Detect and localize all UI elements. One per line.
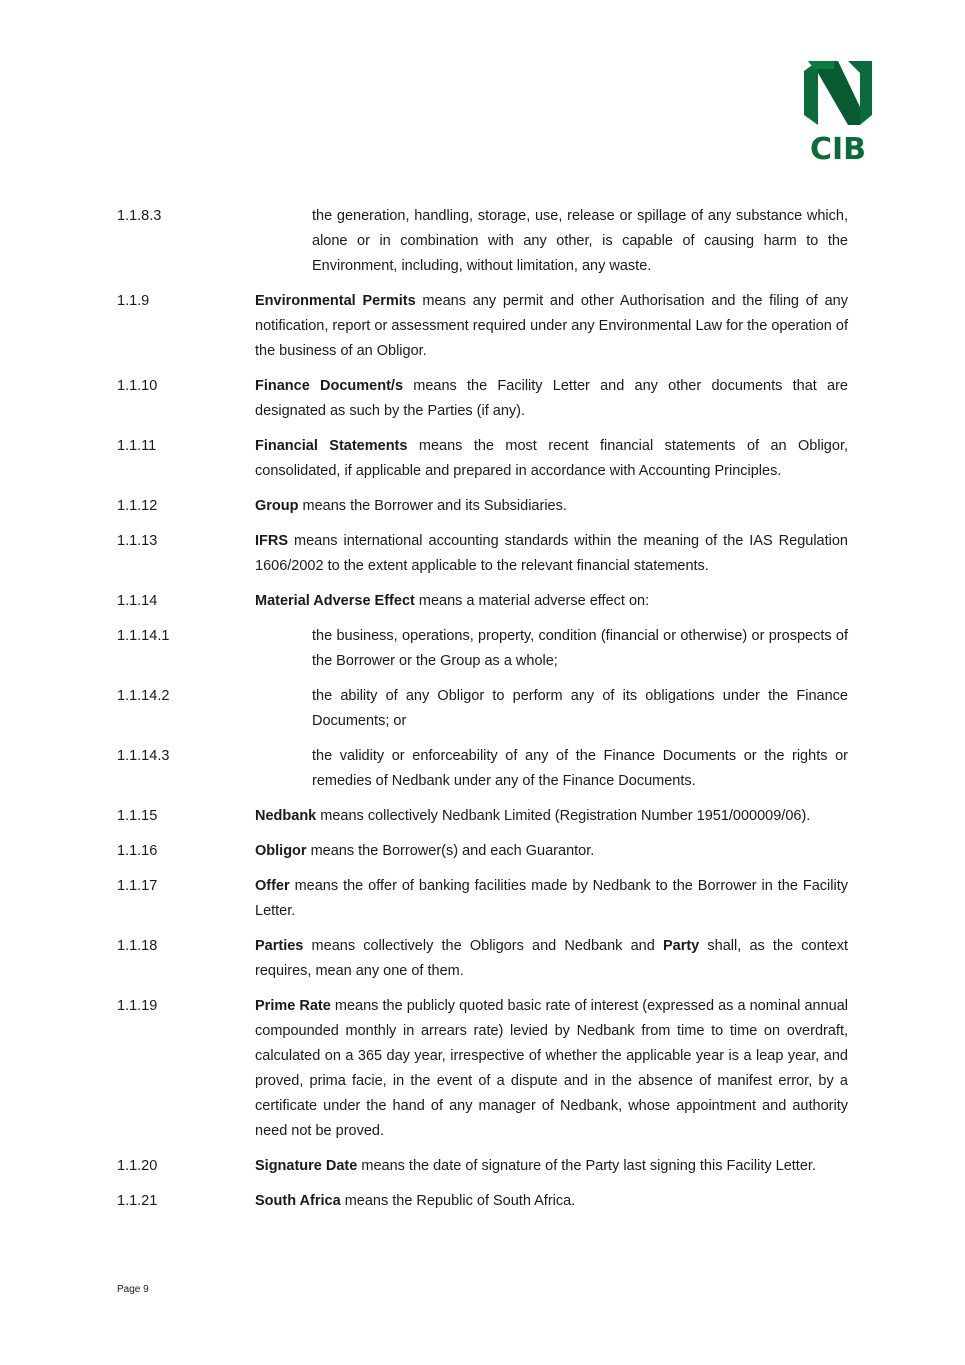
clause-1-1-17 — [117, 874, 848, 924]
clause-number: 1.1.14 — [117, 593, 158, 609]
clause-number: 1.1.14.1 — [117, 628, 170, 644]
clause-number: 1.1.21 — [117, 1193, 158, 1209]
logo-cib-text: CIB — [809, 132, 867, 167]
clause-number: 1.1.19 — [117, 998, 158, 1014]
clause-1-1-12 — [117, 494, 848, 519]
clause-number: 1.1.15 — [117, 808, 158, 824]
defined-term: Material Adverse Effect — [255, 593, 415, 609]
clause-text: means collectively the Obligors and Nedbank and — [303, 938, 663, 954]
clause-body — [255, 589, 848, 614]
clause-body — [255, 994, 848, 1144]
clause-1-1-14-3 — [117, 744, 848, 794]
clause-1-1-14-1 — [117, 624, 848, 674]
defined-term: Offer — [255, 878, 290, 894]
clause-text: means the Borrower(s) and each Guarantor. — [306, 843, 595, 859]
clause-body — [255, 529, 848, 579]
clause-text: means collectively Nedbank Limited (Registration Number 1951/000009/06). — [316, 808, 811, 824]
clause-text: the ability of any Obligor to perform any of its obligations under the Finance Documents; or — [312, 688, 848, 729]
clause-text: the business, operations, property, condition (financial or otherwise) or prospects of the Borrower or the Group as a whole; — [312, 628, 848, 669]
clause-1-1-18 — [117, 934, 848, 984]
clause-1-1-14-2 — [117, 684, 848, 734]
clause-number: 1.1.9 — [117, 293, 150, 309]
clause-text-continued: shall, as the context requires, mean any one of them. — [255, 938, 849, 979]
clause-text: means international accounting standards within the meaning of the IAS Regulation 1606/2002 to the extent applicable to the relevant financial statements. — [255, 533, 848, 574]
defined-term: Obligor — [255, 843, 307, 859]
clause-1-1-15 — [117, 804, 848, 829]
defined-term: Group — [255, 498, 299, 514]
clause-1-1-20 — [117, 1154, 848, 1179]
clause-number: 1.1.20 — [117, 1158, 158, 1174]
clause-body — [312, 744, 848, 794]
clause-text: means the Facility Letter and any other documents that are designated as such by the Parties (if any). — [255, 378, 848, 419]
nedbank-n-icon — [804, 59, 872, 127]
clause-body — [255, 839, 848, 864]
clause-body — [312, 624, 848, 674]
clause-1-1-19 — [117, 994, 848, 1144]
clause-text: means the publicly quoted basic rate of interest (expressed as a nominal annual compounded monthly in arrears rate) levied by Nedbank from time to time on overdraft, calculated on a 365 day year, irrespective of whether the applicable year is a leap year, and proved, prima facie, in the event of a dispute and in the absence of manifest error, by a certificate under the hand of any manager of Nedbank, whose appointment and authority need not be proved. — [255, 998, 848, 1139]
definitions-list — [117, 204, 848, 1224]
clause-text: means the offer of banking facilities made by Nedbank to the Borrower in the Facility Letter. — [255, 878, 848, 919]
clause-text: means the date of signature of the Party last signing this Facility Letter. — [357, 1158, 816, 1174]
clause-body — [312, 684, 848, 734]
clause-body — [312, 204, 848, 279]
clause-text: the validity or enforceability of any of the Finance Documents or the rights or remedies of Nedbank under any of the Finance Documents. — [312, 748, 848, 789]
clause-body — [255, 374, 848, 424]
defined-term: IFRS — [255, 533, 289, 549]
clause-1-1-21 — [117, 1189, 848, 1214]
defined-term: Nedbank — [255, 808, 317, 824]
clause-number: 1.1.16 — [117, 843, 158, 859]
clause-number: 1.1.18 — [117, 938, 158, 954]
clause-1-1-16 — [117, 839, 848, 864]
defined-term: Environmental Permits — [255, 293, 416, 309]
clause-text: means the Borrower and its Subsidiaries. — [298, 498, 567, 514]
clause-number: 1.1.8.3 — [117, 208, 162, 224]
clause-text: means a material adverse effect on: — [414, 593, 650, 609]
defined-term-secondary: Party — [662, 938, 700, 954]
nedbank-cib-logo — [804, 59, 872, 169]
defined-term: Prime Rate — [255, 998, 331, 1014]
clause-1-1-11 — [117, 434, 848, 484]
clause-1-1-14 — [117, 589, 848, 614]
clause-text: the generation, handling, storage, use, release or spillage of any substance which, alone or in combination with any other, is capable of causing harm to the Environment, including, without limitation, any waste. — [312, 208, 848, 274]
clause-number: 1.1.13 — [117, 533, 158, 549]
defined-term: Signature Date — [255, 1158, 358, 1174]
clause-text: means the most recent financial statements of an Obligor, consolidated, if applicable and prepared in accordance with Accounting Principles. — [255, 438, 848, 479]
clause-body — [255, 934, 848, 984]
clause-body — [255, 434, 848, 484]
clause-1-1-8-3 — [117, 204, 848, 279]
clause-body — [255, 874, 848, 924]
clause-body — [255, 804, 848, 829]
clause-1-1-10 — [117, 374, 848, 424]
defined-term: Finance Document/s — [255, 378, 404, 394]
defined-term: Parties — [255, 938, 304, 954]
clause-body — [255, 1189, 848, 1214]
clause-number: 1.1.14.3 — [117, 748, 170, 764]
clause-1-1-13 — [117, 529, 848, 579]
defined-term: South Africa — [255, 1193, 341, 1209]
clause-number: 1.1.12 — [117, 498, 158, 514]
defined-term: Financial Statements — [255, 438, 408, 454]
clause-number: 1.1.17 — [117, 878, 158, 894]
clause-1-1-9 — [117, 289, 848, 364]
clause-text: means the Republic of South Africa. — [340, 1193, 576, 1209]
clause-text: means any permit and other Authorisation and the filing of any notification, report or assessment required under any Environmental Law for the operation of the business of an Obligor. — [255, 293, 848, 359]
clause-number: 1.1.14.2 — [117, 688, 170, 704]
clause-number: 1.1.11 — [117, 438, 157, 454]
page-number: Page 9 — [117, 1284, 149, 1295]
clause-body — [255, 494, 848, 519]
clause-body — [255, 1154, 848, 1179]
clause-body — [255, 289, 848, 364]
clause-number: 1.1.10 — [117, 378, 158, 394]
